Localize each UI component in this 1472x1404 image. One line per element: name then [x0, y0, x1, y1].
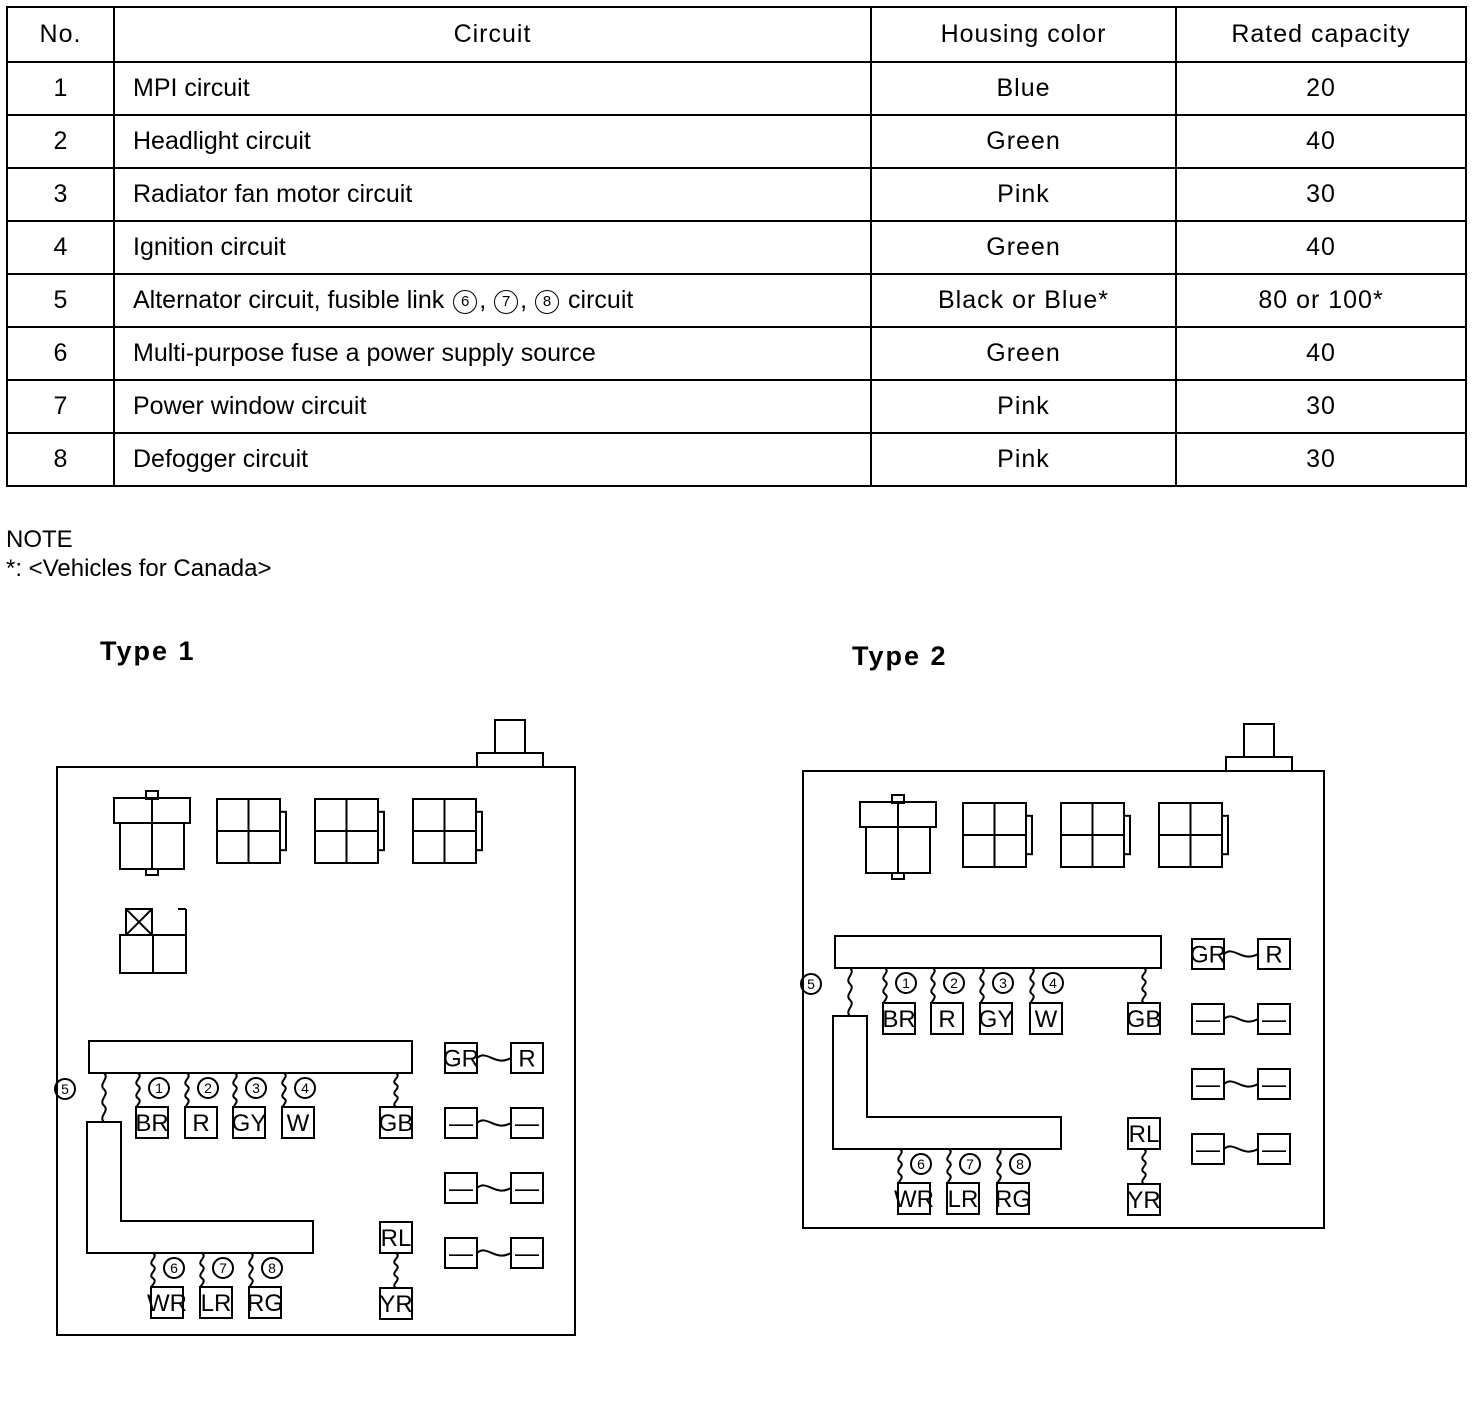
link-number-7: 7 [494, 290, 518, 314]
fusible-link-7 [200, 1253, 203, 1291]
relay-pair-4-left-text: — [449, 1240, 473, 1268]
row-rated-capacity: 30 [1176, 168, 1466, 221]
relay-pair-4-left-text: — [1196, 1136, 1220, 1164]
relay-pair-2-wire [477, 1120, 511, 1125]
relay-pair-1-right-text: R [1265, 941, 1283, 969]
terminal-base [477, 753, 543, 767]
fusible-link-4 [282, 1073, 285, 1111]
wire-w-4-text: W [286, 1110, 310, 1137]
fusible-link-2 [931, 968, 934, 1007]
circuit-suffix: circuit [568, 286, 634, 314]
relay-pair-3-left-text: — [449, 1175, 473, 1203]
fusible-link-8 [997, 1149, 1000, 1187]
wire-rg-3-text: RG [995, 1186, 1031, 1213]
note-text: *: <Vehicles for Canada> [6, 555, 272, 582]
row-circuit: Ignition circuit [114, 221, 871, 274]
link-label-7-text: 7 [219, 1260, 227, 1276]
row-housing-color: Green [871, 115, 1176, 168]
link-label-8-text: 8 [1016, 1156, 1024, 1172]
link-label-5-text: 5 [61, 1081, 69, 1097]
link-number-8: 8 [535, 290, 559, 314]
row-circuit: MPI circuit [114, 62, 871, 115]
fuse-connector-1-bottom-tab [892, 873, 904, 879]
type-1-label: Type 1 [100, 636, 196, 666]
wire-r-2-text: R [938, 1006, 956, 1033]
fusible-link-2 [185, 1073, 188, 1111]
row-housing-color: Green [871, 327, 1176, 380]
relay-pair-2-right-text: — [1262, 1006, 1286, 1034]
link-label-2-text: 2 [950, 975, 958, 991]
ground-wire-link [1142, 968, 1145, 1003]
fusible-link-3 [980, 968, 983, 1007]
row-rated-capacity: 80 or 100* [1176, 274, 1466, 327]
link-label-2-text: 2 [204, 1080, 212, 1096]
row-circuit: Radiator fan motor circuit [114, 168, 871, 221]
relay-pair-3-wire [477, 1185, 511, 1190]
fusible-link-6 [151, 1253, 154, 1291]
relay-pair-3-right-text: — [1262, 1071, 1286, 1099]
wire-w-4-text: W [1034, 1006, 1058, 1033]
relay-pair-4-wire [477, 1250, 511, 1255]
terminal-post [495, 720, 525, 753]
fuse-connector-4-latch [476, 812, 482, 850]
type-1-diagram [55, 720, 575, 1335]
row-rated-capacity: 20 [1176, 62, 1466, 115]
link-label-6-text: 6 [917, 1156, 925, 1172]
header-no: No. [7, 7, 114, 62]
link-label-7-text: 7 [966, 1156, 974, 1172]
row-rated-capacity: 40 [1176, 115, 1466, 168]
fuse-connector-2-latch [280, 812, 286, 850]
fusible-link-5 [102, 1073, 105, 1122]
fuse-connector-3-latch [1124, 816, 1130, 854]
link-label-6-text: 6 [170, 1260, 178, 1276]
relay-pair-3-right-text: — [515, 1175, 539, 1203]
link-label-8-text: 8 [268, 1260, 276, 1276]
row-housing-color: Black or Blue* [871, 274, 1176, 327]
fuse-connector-1-bottom-tab [146, 869, 158, 875]
circuit-prefix: Alternator circuit, fusible link [133, 286, 445, 314]
row-rated-capacity: 30 [1176, 433, 1466, 486]
header-rated-capacity: Rated capacity [1176, 7, 1466, 62]
wire-lr-2-text: LR [947, 1186, 979, 1213]
row-no: 1 [7, 62, 114, 115]
relay-pair-4-right-text: — [1262, 1136, 1286, 1164]
type-2-diagram [801, 724, 1324, 1228]
relay-pair-2-left-text: — [449, 1110, 473, 1138]
relay-pair-1-left-text: GR [1190, 941, 1226, 969]
type-2-label: Type 2 [852, 641, 948, 671]
row-rated-capacity: 30 [1176, 380, 1466, 433]
relay-pair-3-wire [1224, 1081, 1258, 1086]
fusible-link-4 [1030, 968, 1033, 1007]
bus-bar [89, 1041, 412, 1073]
row-rated-capacity: 40 [1176, 327, 1466, 380]
row-circuit: Alternator circuit, fusible link 6 , 7 , 8 circuit [114, 274, 871, 327]
wire-yr-text: YR [379, 1291, 413, 1318]
row-housing-color: Blue [871, 62, 1176, 115]
wire-gb-text: GB [378, 1110, 414, 1137]
wire-rl-text: RL [1128, 1121, 1160, 1148]
link-label-5-text: 5 [807, 976, 815, 992]
wire-br-1-text: BR [882, 1006, 916, 1033]
link-label-3-text: 3 [252, 1080, 260, 1096]
ground-wire-link [394, 1073, 397, 1107]
wire-rl-text: RL [380, 1225, 412, 1252]
wire-gb-text: GB [1126, 1006, 1162, 1033]
wire-gy-3-text: GY [231, 1110, 267, 1137]
wire-br-1-text: BR [135, 1110, 169, 1137]
relay-pair-2-wire [1224, 1016, 1258, 1021]
link-label-1-text: 1 [155, 1080, 163, 1096]
row-circuit: Multi-purpose fuse a power supply source [114, 327, 871, 380]
fuse-connector-2-latch [1026, 816, 1032, 854]
wire-yr-text: YR [1127, 1187, 1161, 1214]
fusible-link-8 [249, 1253, 252, 1291]
row-rated-capacity: 40 [1176, 221, 1466, 274]
link-number-6: 6 [453, 290, 477, 314]
link-label-1-text: 1 [902, 975, 910, 991]
wire-gy-3-text: GY [978, 1006, 1014, 1033]
relay-pair-1-wire [477, 1055, 511, 1060]
row-no: 5 [7, 274, 114, 327]
row-housing-color: Pink [871, 433, 1176, 486]
row-no: 7 [7, 380, 114, 433]
header-circuit: Circuit [114, 7, 871, 62]
row-housing-color: Green [871, 221, 1176, 274]
row-no: 2 [7, 115, 114, 168]
wire-wr-1-text: WR [894, 1186, 934, 1213]
relay-pair-1-right-text: R [518, 1045, 536, 1073]
wire-r-2-text: R [192, 1110, 210, 1137]
header-housing-color: Housing color [871, 7, 1176, 62]
link-label-4-text: 4 [301, 1080, 309, 1096]
relay-pair-4-wire [1224, 1146, 1258, 1151]
terminal-base [1226, 757, 1292, 771]
row-no: 6 [7, 327, 114, 380]
row-circuit: Defogger circuit [114, 433, 871, 486]
wire-rl-yr-link [1142, 1149, 1145, 1184]
row-no: 3 [7, 168, 114, 221]
fuse-connector-4-latch [1222, 816, 1228, 854]
link-label-3-text: 3 [999, 975, 1007, 991]
wire-lr-2-text: LR [200, 1290, 232, 1317]
relay-pair-1-left-text: GR [443, 1045, 479, 1073]
note-title: NOTE [6, 526, 73, 553]
relay-pair-3-left-text: — [1196, 1071, 1220, 1099]
wire-wr-1-text: WR [147, 1290, 187, 1317]
row-housing-color: Pink [871, 168, 1176, 221]
relay-pair-2-left-text: — [1196, 1006, 1220, 1034]
fusible-link-5 [848, 968, 851, 1016]
row-no: 8 [7, 433, 114, 486]
wire-rg-3-text: RG [247, 1290, 283, 1317]
fusible-link-7 [947, 1149, 950, 1187]
relay-pair-2-right-text: — [515, 1110, 539, 1138]
bus-bar [835, 936, 1161, 968]
fusible-link-3 [233, 1073, 236, 1111]
row-circuit: Power window circuit [114, 380, 871, 433]
fusible-link-1 [136, 1073, 139, 1111]
lower-bar [833, 1016, 1061, 1149]
fusible-link-1 [883, 968, 886, 1007]
fuse-connector-3-latch [378, 812, 384, 850]
fusible-link-6 [898, 1149, 901, 1187]
wire-rl-yr-link [394, 1253, 397, 1288]
row-circuit: Headlight circuit [114, 115, 871, 168]
row-no: 4 [7, 221, 114, 274]
terminal-post [1244, 724, 1274, 757]
relay-pair-4-right-text: — [515, 1240, 539, 1268]
link-label-4-text: 4 [1049, 975, 1057, 991]
housing-outline [803, 771, 1324, 1228]
lower-bar [87, 1122, 313, 1253]
relay-pair-1-wire [1224, 951, 1258, 956]
row-housing-color: Pink [871, 380, 1176, 433]
